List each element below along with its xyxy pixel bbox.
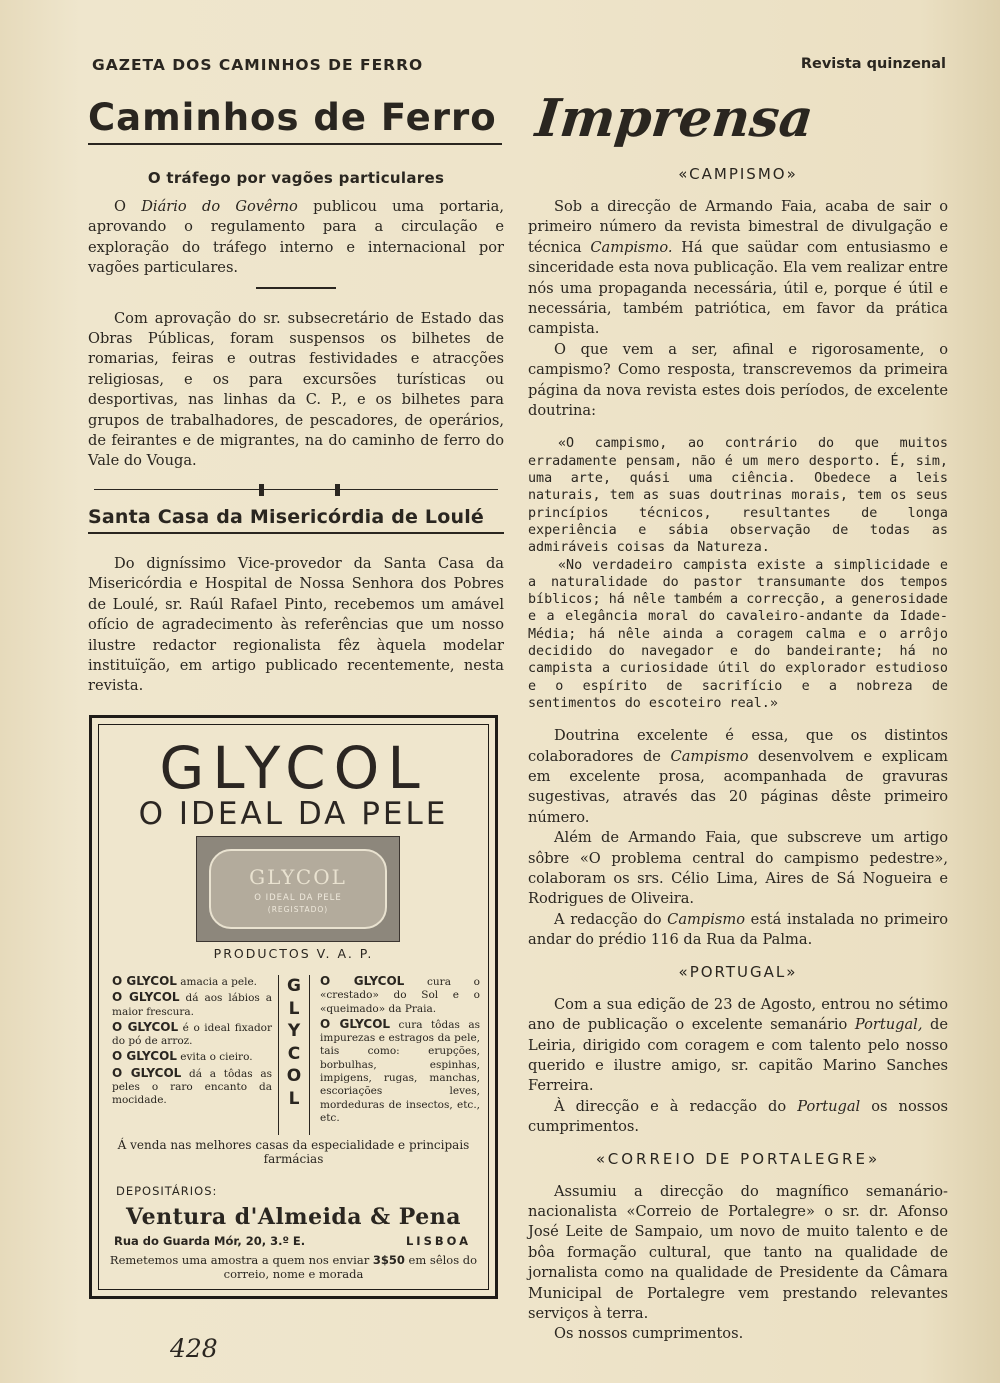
- ad-vertical-brand: G L Y C O L: [278, 975, 310, 1135]
- press-item-title: «PORTUGAL»: [678, 962, 798, 981]
- ad-benefits-right: [320, 975, 480, 1127]
- running-header-frequency: Revista quinzenal: [800, 56, 946, 72]
- ad-tagline: O IDEAL DA PELE: [138, 796, 449, 832]
- press-paragraph: À direcção e à redacção do Portugal os nossos cumprimentos.: [528, 1097, 948, 1136]
- short-rule: [256, 287, 336, 289]
- press-paragraph: A redacção do Campismo está instalada no primeiro andar do prédio 116 da Rua da Palma.: [528, 910, 948, 949]
- label-brand: GLYCOL: [249, 865, 347, 889]
- press-quote: «No verdadeiro campista existe a simplicidade e a naturalidade do pastor transumante dos tempos bíblicos; há nêle também a correcção, a generosidade e a elegância moral do cavaleiro-andante da Idade-Média; há nêle ainda a coragem calma e o arrôjo decidido do navegador e do bandeirante; há no campista a curiosidade útil do explorador estudioso e o espírito de sacrifício e a nobreza de sentimentos do escoteiro real.»: [528, 557, 948, 711]
- newspaper-name: Diário do Govêrno: [141, 198, 298, 215]
- label-subtitle: O IDEAL DA PELE: [254, 893, 342, 903]
- ad-depositarios-label: DEPOSITÁRIOS:: [116, 1184, 218, 1198]
- press-paragraph: Sob a direcção de Armando Faia, acaba de sair o primeiro número da revista bimestral de divulgação e técnica Campismo. Há que saüdar com entusiasmo e sinceridade esta nova publicação. Ela vem realizar entre nós uma propaganda necessária, útil e, porque é útil e necessária, também patriótica, em favor da prática campista.: [528, 198, 948, 338]
- article-paragraph-2: Com aprovação do sr. subsecretário de Estado das Obras Públicas, foram suspensos os bilhetes de romarias, feiras e outras festividades e atracções religiosas, e os para excursões turísticas ou desportivas, nas linhas da C. P., e os bilhetes para grupos de trabalhadores, de pescadores, de operários, de feirantes e de migrantes, na do caminho de ferro do Vale do Vouga.: [88, 309, 504, 470]
- press-paragraph: Doutrina excelente é essa, que os distintos colaboradores de Campismo desenvolvem e explicam em excelente prosa, acompanhada de gravuras sugestivas, através das 20 páginas dêste primeiro número.: [528, 727, 948, 826]
- section-heading-imprensa: Imprensa: [532, 88, 817, 149]
- ad-sample-offer: Remetemos uma amostra a quem nos enviar 3$50 em sêlos do correio, nome e morada: [109, 1253, 478, 1281]
- label-registered: (REGISTADO): [267, 905, 329, 914]
- product-label-image: [196, 836, 400, 942]
- press-paragraph: O que vem a ser, afinal e rigorosamente, o campismo? Como resposta, transcrevemos da primeira página da nova revista estes dois períodos, de excelente doutrina:: [528, 340, 948, 420]
- benefit-item: O GLYCOL amacia a pele.: [112, 974, 258, 988]
- press-item-title: «CAMPISMO»: [678, 165, 798, 183]
- left-column: [88, 96, 504, 697]
- glycol-advertisement: [89, 715, 498, 1299]
- benefit-item: O GLYCOL dá aos lábios a maior frescura.: [112, 990, 272, 1018]
- benefit-item: O GLYCOL é o ideal fixador do pó de arroz.: [112, 1019, 273, 1048]
- section-heading-caminhos-de-ferro: Caminhos de Ferro: [88, 96, 502, 145]
- page-number: 428: [170, 1334, 218, 1363]
- press-paragraph: Com a sua edição de 23 de Agosto, entrou no sétimo ano de publicação o excelente semanário Portugal, de Leiria, dirigido com coragem e com talento pelo nosso querido e ilustre amigo, sr. capitão Marino Sanches Ferreira.: [528, 995, 948, 1095]
- benefit-item: O GLYCOL cura o «crestado» do Sol e o «queimado» da Praia.: [320, 974, 481, 1015]
- running-header-title: GAZETA DOS CAMINHOS DE FERRO: [92, 56, 424, 74]
- ad-benefits-left: [112, 975, 272, 1110]
- ad-sale-note: Á venda nas melhores casas da especialidade e principais farmácias: [117, 1138, 470, 1166]
- ad-address: Rua do Guarda Mór, 20, 3.º E.: [114, 1234, 306, 1248]
- press-item-title: «CORREIO DE PORTALEGRE»: [595, 1149, 881, 1168]
- benefit-item: O GLYCOL cura tôdas as impurezas e estragos da pele, tais como: erupções, borbulhas, espinhas, impigens, rugas, manchas, escoriações leves, mordeduras de insectos, etc., etc.: [320, 1016, 481, 1124]
- press-paragraph: Os nossos cumprimentos.: [554, 1325, 744, 1343]
- article-paragraph-1: O Diário do Govêrno publicou uma portaria, aprovando o regulamento para a circulação e exploração do tráfego interno e internacional por vagões particulares.: [88, 198, 504, 277]
- ornamental-divider: [94, 484, 498, 496]
- press-paragraph: Assumiu a direcção do magnífico semanário-nacionalista «Correio de Portalegre» o sr. dr. Afonso José Leite de Sampaio, um novo de muito talento e de bôa formação cultural, que tanto na qualidade de jornalista como na qualidade de Presidente da Câmara Municipal de Portalegre vem prestando relevantes serviços à terra.: [528, 1182, 948, 1322]
- press-quote: «O campismo, ao contrário do que muitos erradamente pensam, não é um mero desporto. É, sim, uma arte, quási uma ciência. Obedece a leis naturais, tem as suas doutrinas morais, tem os seus princípios técnicos, resultantes de longa experiência e sábia observação de todas as admiráveis coisas da Natureza.: [528, 436, 948, 556]
- ad-products-line: PRODUCTOS V. A. P.: [213, 946, 374, 961]
- article-paragraph-3: Do digníssimo Vice-provedor da Santa Casa da Misericórdia e Hospital de Nossa Senhora dos Pobres de Loulé, sr. Raúl Rafael Pinto, recebemos um amável ofício de agradecimento às referências que um nosso ilustre redactor regionalista fêz àquela modelar instituïção, em artigo publicado recentemente, nesta revista.: [88, 554, 504, 695]
- label-ornate-frame: [209, 849, 387, 929]
- ad-depositarios-name: Ventura d'Almeida & Pena: [126, 1204, 461, 1230]
- press-paragraph: Além de Armando Faia, que subscreve um artigo sôbre «O problema central do campismo pedestre», colaboram os srs. Célio Lima, Aires de Sá Nogueira e Rodrigues de Oliveira.: [528, 829, 948, 908]
- article-subheading: O tráfego por vagões particulares: [147, 169, 445, 187]
- ad-city: LISBOA: [405, 1234, 471, 1248]
- benefit-item: O GLYCOL dá a tôdas as peles o raro encanto da mocidade.: [112, 1065, 273, 1107]
- section-heading-misericordia: Santa Casa da Misericórdia de Loulé: [88, 506, 504, 534]
- right-column: [528, 88, 948, 1345]
- benefit-item: O GLYCOL evita o cieiro.: [112, 1049, 253, 1064]
- ad-brand-name: GLYCOL: [159, 734, 428, 802]
